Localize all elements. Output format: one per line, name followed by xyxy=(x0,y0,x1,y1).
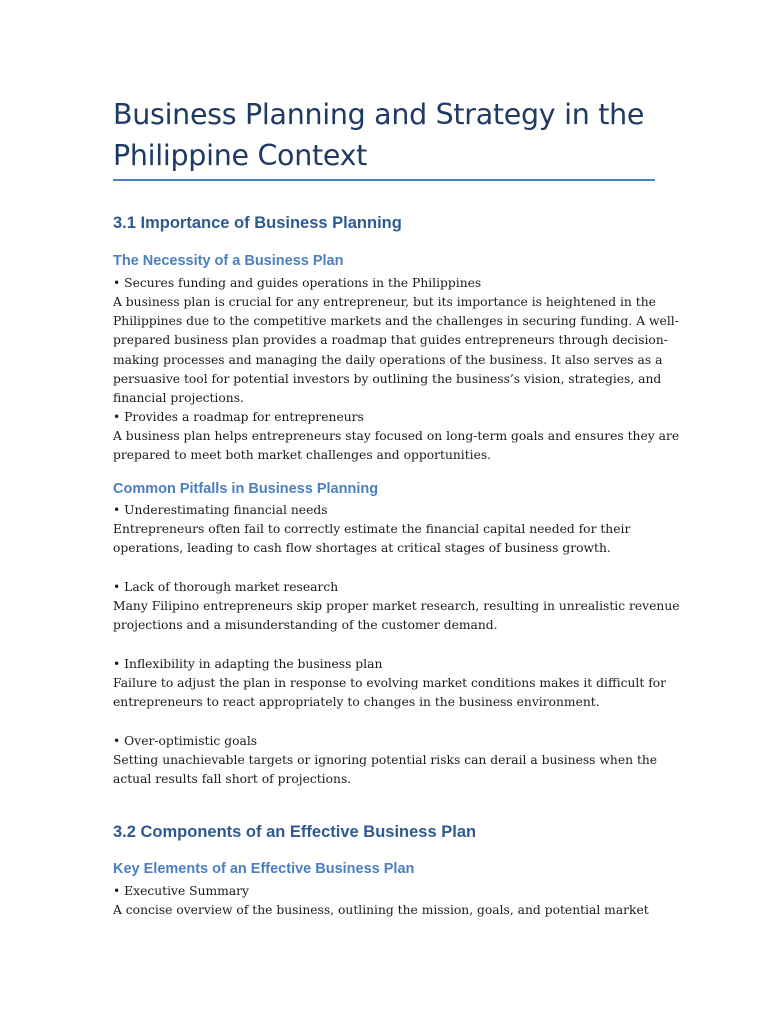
bullet-underestimating: • Underestimating financial needs xyxy=(113,503,328,517)
paragraph-financial-capital xyxy=(113,520,653,558)
paragraph-line: A business plan helps entrepreneurs stay focused on long-term goals and ensures they are xyxy=(113,429,680,443)
bullet-secures-funding: • Secures funding and guides operations in the Philippines xyxy=(113,276,482,290)
title-underline-divider xyxy=(113,179,655,181)
paragraph-stay-focused xyxy=(113,427,680,465)
document-title xyxy=(113,94,673,176)
paragraph-line: prepared to meet both market challenges and opportunities. xyxy=(113,448,492,463)
section-heading-3-1: 3.1 Importance of Business Planning xyxy=(113,214,402,232)
paragraph-line: entrepreneurs to react appropriately to changes in the business environment. xyxy=(113,695,600,710)
bullet-over-optimistic: • Over-optimistic goals xyxy=(113,734,258,748)
paragraph-line: making processes and managing the daily operations of the business. It also serves as a xyxy=(113,352,663,367)
paragraph-unachievable-targets xyxy=(113,751,658,789)
paragraph-line: financial projections. xyxy=(113,391,244,406)
paragraph-line: Failure to adjust the plan in response to evolving market conditions makes it difficult for xyxy=(113,676,667,690)
bullet-inflexibility: • Inflexibility in adapting the business plan xyxy=(113,657,383,671)
section-heading-3-2: 3.2 Components of an Effective Business Plan xyxy=(113,823,477,841)
bullet-provides-roadmap: • Provides a roadmap for entrepreneurs xyxy=(113,410,364,424)
paragraph-line: Entrepreneurs often fail to correctly estimate the financial capital needed for their xyxy=(113,522,631,536)
paragraph-line: projections and a misunderstanding of the customer demand. xyxy=(113,618,498,633)
title-line: Philippine Context xyxy=(113,139,368,172)
bullet-executive-summary: • Executive Summary xyxy=(113,884,249,898)
subheading-necessity: The Necessity of a Business Plan xyxy=(113,253,344,269)
paragraph-concise-overview xyxy=(113,901,653,920)
paragraph-line: A concise overview of the business, outlining the mission, goals, and potential market xyxy=(113,903,649,917)
paragraph-line: Many Filipino entrepreneurs skip proper market research, resulting in unrealistic revenue xyxy=(113,599,680,613)
paragraph-line: Philippines due to the competitive markets and the challenges in securing funding. A well- xyxy=(113,314,679,329)
paragraph-line: Setting unachievable targets or ignoring potential risks can derail a business when the xyxy=(113,753,658,767)
paragraph-line: A business plan is crucial for any entrepreneur, but its importance is heightened in the xyxy=(113,295,656,309)
paragraph-skip-research xyxy=(113,597,680,635)
paragraph-line: actual results fall short of projections. xyxy=(113,772,352,787)
paragraph-business-plan-crucial xyxy=(113,293,679,408)
bullet-market-research: • Lack of thorough market research xyxy=(113,580,339,594)
paragraph-line: operations, leading to cash flow shortages at critical stages of business growth. xyxy=(113,541,611,556)
paragraph-line: prepared business plan provides a roadmap that guides entrepreneurs through decision- xyxy=(113,333,668,348)
subheading-key-elements: Key Elements of an Effective Business Plan xyxy=(113,861,415,877)
paragraph-line: persuasive tool for potential investors by outlining the business’s vision, strategies, and xyxy=(113,371,662,386)
subheading-common-pitfalls: Common Pitfalls in Business Planning xyxy=(113,481,379,497)
title-line: Business Planning and Strategy in the xyxy=(113,98,645,131)
paragraph-failure-adjust xyxy=(113,674,667,712)
